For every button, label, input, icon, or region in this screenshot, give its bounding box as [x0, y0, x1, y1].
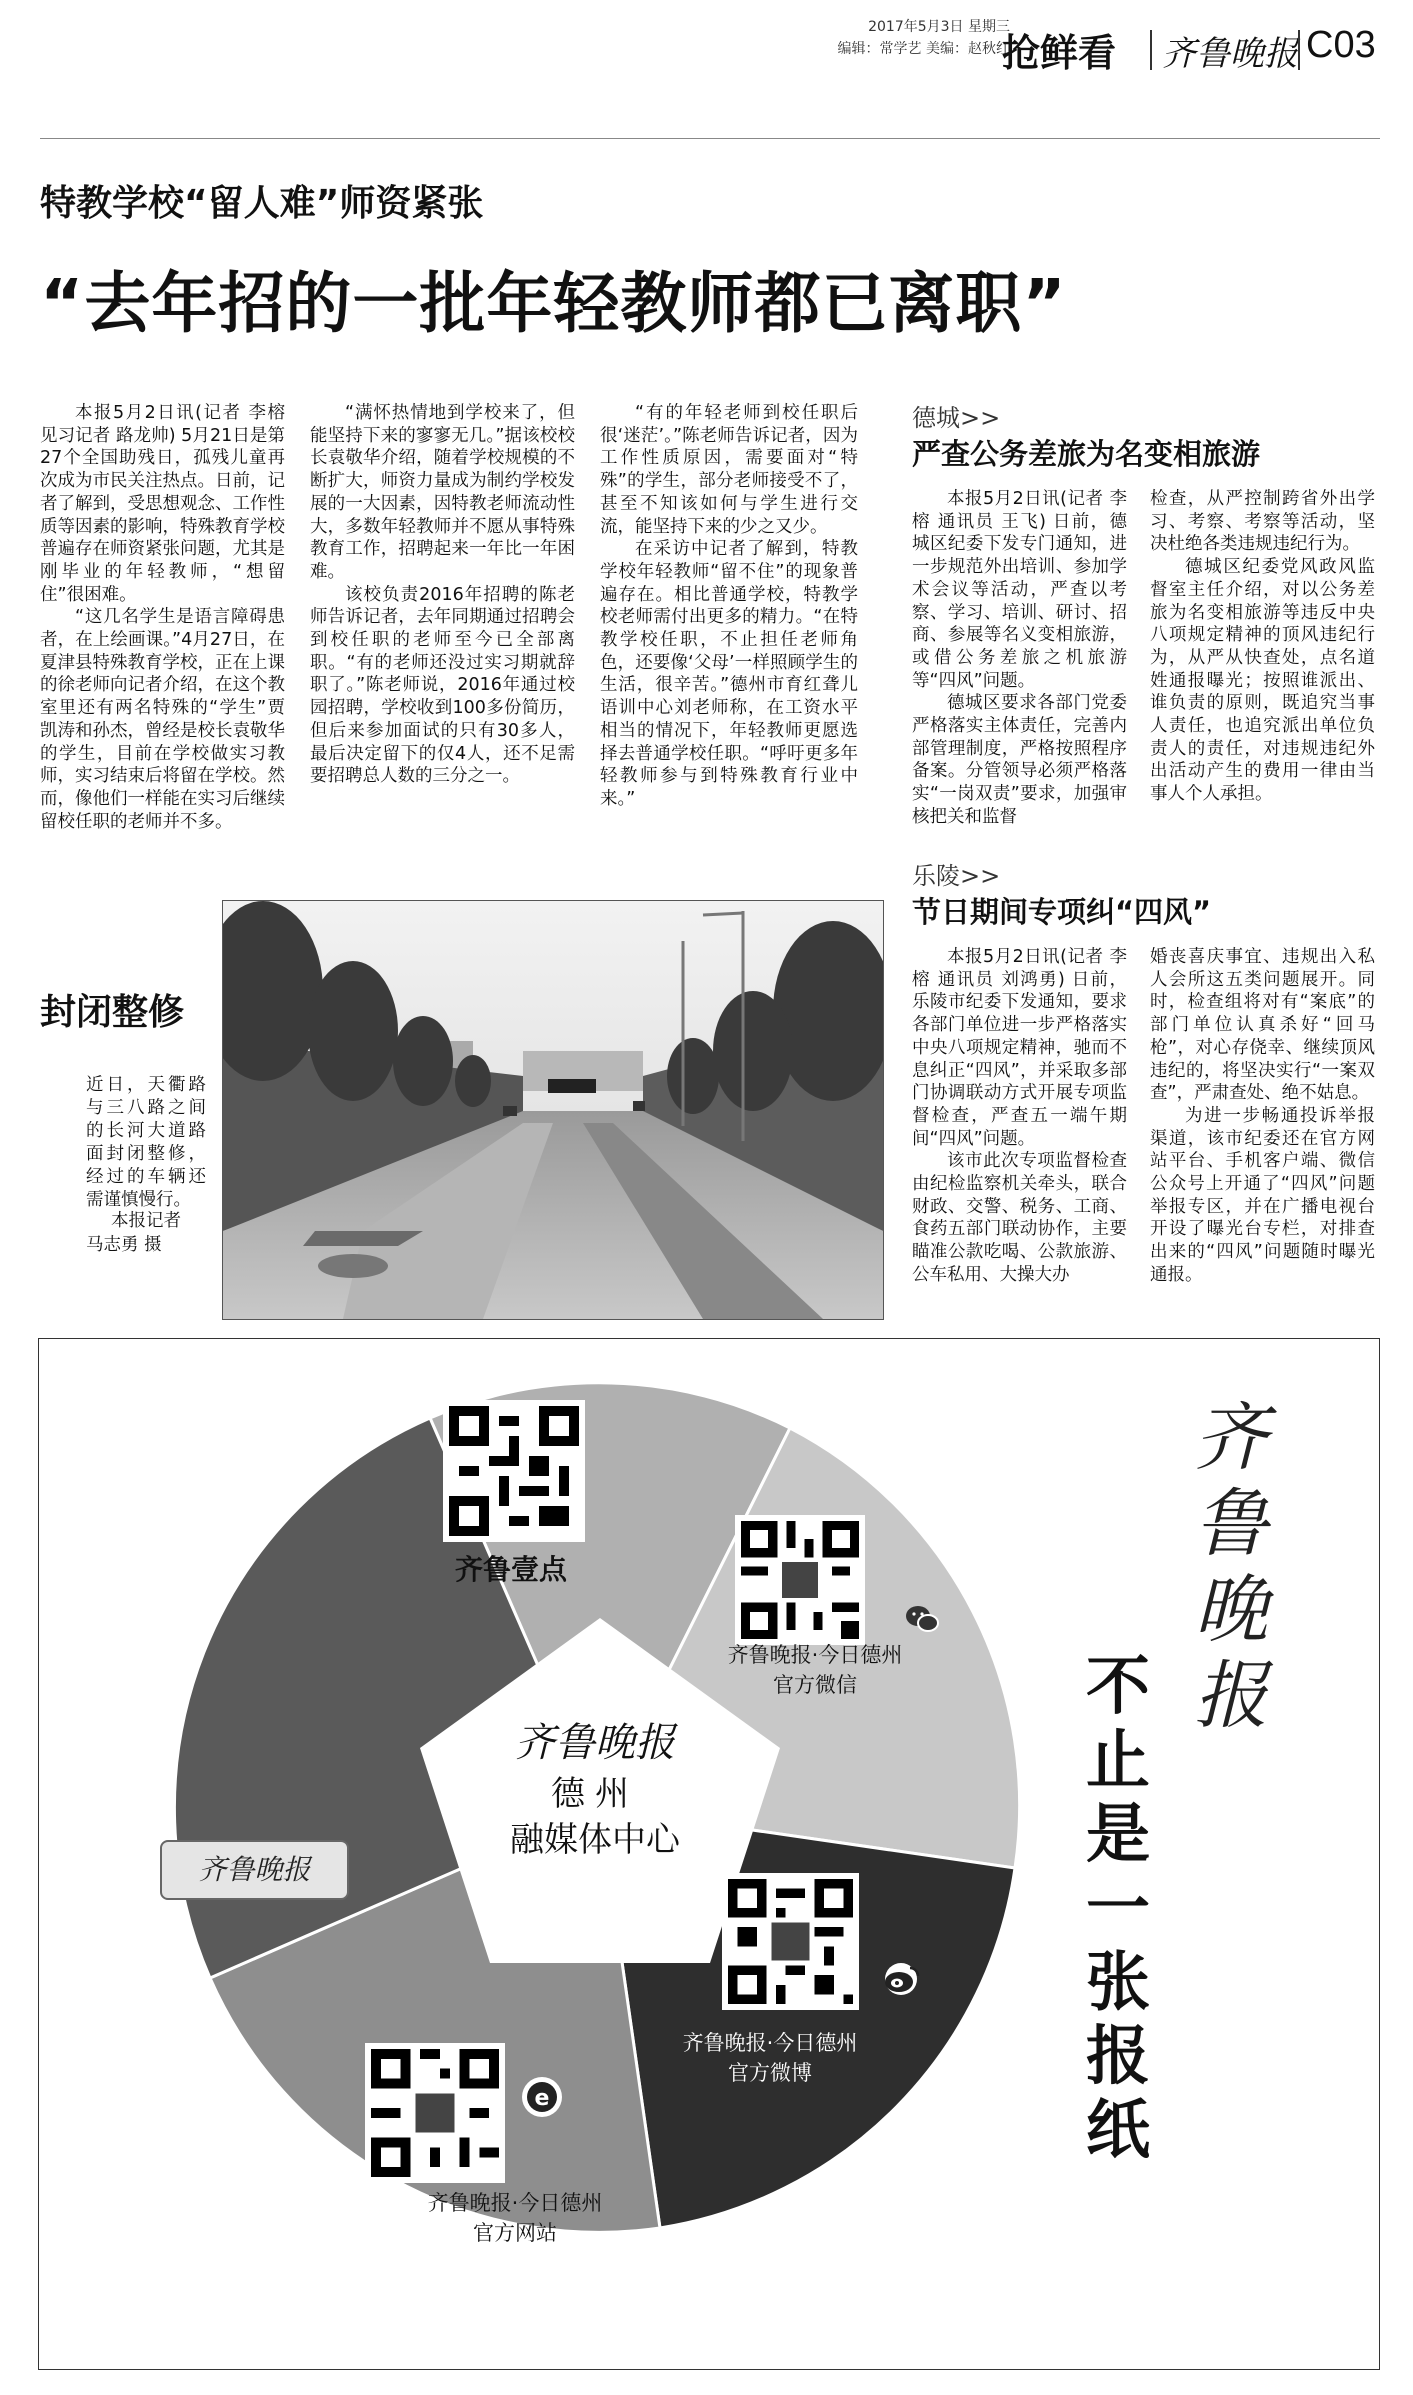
- lead-column-1: [40, 402, 285, 833]
- paragraph: 本报5月2日讯(记者 李榕 通讯员 王飞) 日前，德城区纪委下发专门通知，进一步规范外出培训、参加学术会议等活动，严查以考察、学习、培训、研讨、招商、参展等名义变相旅游，或借公务差旅之机旅游等“四风”问题。: [912, 489, 1127, 691]
- lead-column-3: [600, 402, 858, 811]
- article-subtitle: 特教学校“留人难”师资紧张: [40, 183, 484, 224]
- paragraph: 该市此次专项监督检查由纪检监察机关牵头，联合财政、交警、税务、工商、食药五部门联动协作，主要瞄准公款吃喝、公款旅游、公车私用、大操大办: [912, 1151, 1127, 1285]
- center-hub: [430, 1715, 760, 1863]
- paragraph: “有的年轻老师到校任职后很‘迷茫’。”陈老师告诉记者，因为工作性质原因，需要面对“特殊”的学生，部分老师接受不了，甚至不知该如何与学生进行交流，能坚持下来的少之又少。: [600, 403, 858, 537]
- photo-credit: 马志勇 摄: [86, 1235, 162, 1255]
- website-label-line1: 齐鲁晚报·今日德州: [427, 2191, 603, 2215]
- vertical-brand: [1188, 1395, 1274, 1739]
- website-label: [395, 2188, 635, 2248]
- svg-text:e: e: [534, 2086, 550, 2111]
- photo-caption: 近日，天衢路与三八路之间的长河大道路面封闭整修，经过的车辆还需谨慎慢行。: [86, 1075, 206, 1210]
- left-brand-logo: [160, 1840, 349, 1900]
- wechat-label-line2: 官方微信: [773, 1673, 857, 1697]
- paragraph: 德城区要求各部门党委严格落实主体责任，完善内部管理制度，严格按照程序备案。分管领导必须严格落实“一岗双责”要求，加强审核把关和监督: [912, 693, 1127, 827]
- issue-date: 2017年5月3日 星期三: [868, 19, 1010, 35]
- website-label-line2: 官方网站: [473, 2221, 557, 2245]
- wechat-icon: [905, 1605, 939, 1633]
- header-divider: [1150, 30, 1152, 70]
- news-column: [912, 946, 1127, 1287]
- ad-slogan-text: 不止是一张报纸: [1086, 1650, 1150, 2168]
- paragraph: “满怀热情地到学校来了，但能坚持下来的寥寥无几。”据该校校长袁敬华介绍，随着学校规模的不断扩大，师资力量成为制约学校发展的一大因素，因特教老师流动性大，多数年轻教师并不愿从事特殊教育工作，招聘起来一年比一年困难。: [310, 403, 575, 582]
- page-number: C03: [1306, 24, 1376, 66]
- ad-slogan: [1082, 1650, 1154, 2168]
- weibo-label: [655, 2028, 885, 2088]
- wechat-qr-code: [735, 1515, 865, 1645]
- weibo-qr-code: [722, 1873, 859, 2010]
- paragraph: 婚丧喜庆事宜、违规出入私人会所这五类问题展开。同时，检查组将对有“案底”的部门单位认真杀好“回马枪”，对心存侥幸、继续顶风违纪的，将坚决实行“一案双查”，严肃查处、绝不姑息。: [1150, 947, 1375, 1104]
- lead-column-2: [310, 402, 575, 788]
- weibo-icon: [880, 1962, 922, 1996]
- paragraph: “这几名学生是语言障碍患者，在上绘画课。”4月27日，在夏津县特殊教育学校，正在上课的徐老师向记者介绍，在这个教室里还有两名特殊的“学生”贾凯涛和孙杰，曾经是校长袁敬华的学生，目前在学校做实习教师，实习结束后将留在学校。然而，像他们一样能在实习后继续留校任职的老师并不多。: [40, 607, 285, 832]
- photo-credit-label: 本报记者: [111, 1211, 181, 1231]
- paragraph: 该校负责2016年招聘的陈老师告诉记者，去年同期通过招聘会到校任职的老师至今已全部离职。“有的老师还没过实习期就辞职了。”陈老师说，2016年通过校园招聘，学校收到100多份简历，但后来参加面试的只有30多人，最后决定留下的仅4人，还不足需要招聘总人数的三分之一。: [310, 584, 575, 787]
- road-photo: [222, 900, 884, 1320]
- news-column: [1150, 488, 1375, 806]
- weibo-label-line1: 齐鲁晚报·今日德州: [682, 2031, 858, 2055]
- center-brand: 齐鲁晚报: [515, 1720, 675, 1766]
- news-column: [912, 488, 1127, 829]
- paragraph: 德城区纪委党风政风监督室主任介绍，对以公务差旅为名变相旅游等违反中央八项规定精神的顶风违纪行为，从严从快查处，点名道姓通报曝光；按照谁派出、谁负责的原则，既追究当事人责任，也追究派出单位负责人的责任，对违规违纪外出活动产生的费用一律由当事人个人承担。: [1150, 557, 1375, 805]
- header-rule: [40, 138, 1380, 139]
- wechat-label: [700, 1640, 930, 1700]
- article-headline: “去年招的一批年轻教师都已离职”: [40, 265, 1067, 342]
- header-divider: [1298, 30, 1300, 70]
- masthead-logo: 齐鲁晚报: [1162, 34, 1298, 74]
- qilu-qr-code: [443, 1400, 585, 1542]
- paragraph: 本报5月2日讯(记者 李榕 见习记者 路龙帅) 5月21日是第27个全国助残日，孤残儿童再次成为市民关注热点。日前，记者了解到，受思想观念、工作性质等因素的影响，特殊教育学校普遍存在师资紧张问题，尤其是刚毕业的年轻教师，“想留住”很困难。: [40, 403, 285, 605]
- paragraph: 在采访中记者了解到，特教学校年轻教师“留不住”的现象普遍存在。相比普通学校，特教学校老师需付出更多的精力。“在特教学校任职，不止担任老师角色，还要像‘父母’一样照顾学生的生活，很辛苦。”德州市育红聋儿语训中心刘老师称，在工资水平相当的情况下，年轻教师更愿选择去普通学校任职。“呼吁更多年轻教师参与到特殊教育行业中来。”: [600, 539, 858, 809]
- weibo-label-line2: 官方微博: [728, 2061, 812, 2085]
- qilu-logo: 齐鲁壹点: [455, 1553, 568, 1586]
- center-city: 德州: [551, 1774, 639, 1814]
- section-title: 抢鲜看: [1002, 31, 1117, 75]
- website-qr-code: [365, 2043, 505, 2183]
- vertical-brand-text: 齐鲁晚报: [1194, 1395, 1268, 1739]
- news-headline: 严查公务差旅为名变相旅游: [912, 437, 1261, 471]
- paragraph: 为进一步畅通投诉举报渠道，该市纪委还在官方网站平台、手机客户端、微信公众号上开通了“四风”问题举报专区，并在广播电视台开设了曝光台专栏，对排查出来的“四风”问题随时曝光通报。: [1150, 1105, 1375, 1285]
- paragraph: 检查，从严控制跨省外出学习、考察、考察等活动，坚决杜绝各类违规违纪行为。: [1150, 489, 1375, 555]
- wechat-label-line1: 齐鲁晚报·今日德州: [727, 1643, 903, 1667]
- center-label: 融媒体中心: [510, 1820, 680, 1860]
- news-column: [1150, 946, 1375, 1287]
- left-brand-text: 齐鲁晚报: [198, 1853, 311, 1886]
- paragraph: 本报5月2日讯(记者 李榕 通讯员 刘鸿勇) 日前，乐陵市纪委下发通知，要求各部门单位进一步严格落实中央八项规定精神，驰而不息纠正“四风”，并采取多部门协调联动方式开展专项监督检查，严查五一端午期间“四风”问题。: [912, 947, 1127, 1149]
- web-icon: [520, 2075, 564, 2119]
- region-tag: 德城>>: [912, 404, 1001, 432]
- editor-credits: 编辑：常学艺 美编：赵秋红: [837, 41, 1010, 57]
- photo-title: 封闭整修: [40, 992, 185, 1033]
- news-headline: 节日期间专项纠“四风”: [912, 895, 1212, 929]
- region-tag: 乐陵>>: [912, 862, 1001, 890]
